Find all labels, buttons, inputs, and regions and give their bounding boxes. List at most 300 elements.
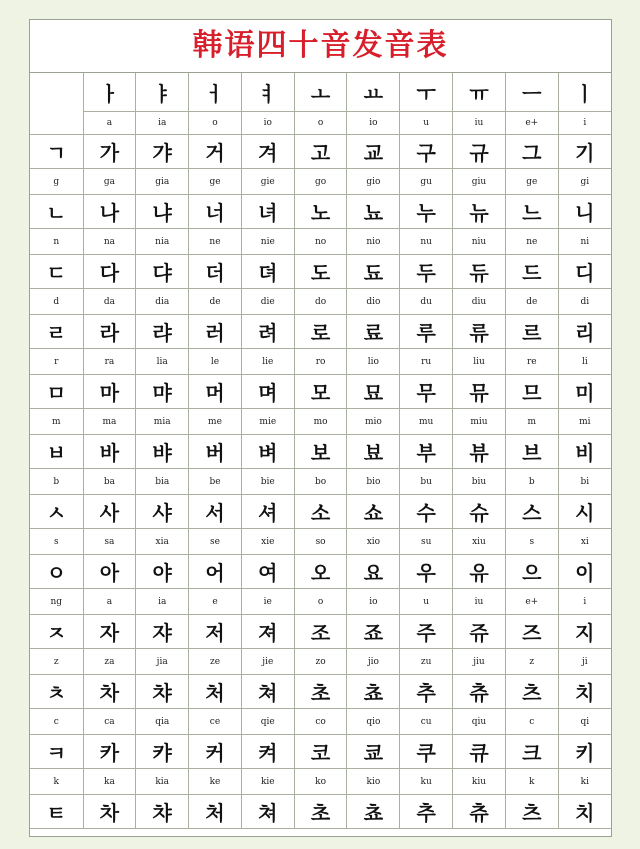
syllable-cell: 우 [400,555,453,589]
syllable-cell: 무 [400,375,453,409]
syllable-cell: 뉴 [453,195,506,229]
syllable-cell: 수 [400,495,453,529]
syllable-cell: 누 [400,195,453,229]
syllable-cell: 치 [558,795,611,829]
romanization-cell: diu [453,289,506,315]
syllable-cell: 구 [400,135,453,169]
syllable-cell: 기 [558,135,611,169]
vowel-header-cell: ㅕ [241,73,294,112]
syllable-cell: 자 [83,615,136,649]
romanization-cell: lio [347,349,400,375]
romanization-cell: kiu [453,769,506,795]
consonant-roman-cell: m [30,409,83,435]
vowel-header-cell: ㅣ [558,73,611,112]
romanization-cell: mie [241,409,294,435]
romanization-cell: biu [453,469,506,495]
romanization-cell: giu [453,169,506,195]
romanization-cell: kia [136,769,189,795]
vowel-roman-cell: ia [136,112,189,135]
syllable-cell: 쳐 [241,675,294,709]
consonant-cell: ㅅ [30,495,83,529]
syllable-cell: 키 [558,735,611,769]
syllable-cell: 지 [558,615,611,649]
syllable-cell: 아 [83,555,136,589]
romanization-cell: nu [400,229,453,255]
romanization-cell: die [241,289,294,315]
syllable-cell: 루 [400,315,453,349]
syllable-cell: 므 [505,375,558,409]
romanization-cell: za [83,649,136,675]
romanization-cell: s [505,529,558,555]
syllable-cell: 시 [558,495,611,529]
syllable-cell: 야 [136,555,189,589]
romanization-cell: ko [294,769,347,795]
syllable-cell: 너 [189,195,242,229]
vowel-roman-cell: io [347,112,400,135]
romanization-cell: dio [347,289,400,315]
romanization-cell: go [294,169,347,195]
syllable-row [30,735,611,769]
romanization-cell: kio [347,769,400,795]
syllable-cell: 더 [189,255,242,289]
syllable-cell: 카 [83,735,136,769]
syllable-cell: 비 [558,435,611,469]
consonant-roman-cell: s [30,529,83,555]
syllable-cell: 규 [453,135,506,169]
romanization-cell: qi [558,709,611,735]
syllable-cell: 츄 [453,795,506,829]
romanization-cell: jie [241,649,294,675]
syllable-cell: 그 [505,135,558,169]
romanization-cell: de [189,289,242,315]
syllable-cell: 뮤 [453,375,506,409]
romanization-cell: ie [241,589,294,615]
syllable-cell: 도 [294,255,347,289]
syllable-cell: 다 [83,255,136,289]
romanization-cell: so [294,529,347,555]
syllable-cell: 추 [400,795,453,829]
romanization-cell: nia [136,229,189,255]
romanization-cell: niu [453,229,506,255]
romanization-row [30,769,611,795]
vowel-header-cell: ㅠ [453,73,506,112]
romanization-cell: ro [294,349,347,375]
syllable-row [30,555,611,589]
vowel-header-cell: ㅛ [347,73,400,112]
romanization-cell: ne [505,229,558,255]
syllable-row [30,795,611,829]
romanization-cell: le [189,349,242,375]
consonant-cell: ㅁ [30,375,83,409]
romanization-cell: ia [136,589,189,615]
romanization-cell: bio [347,469,400,495]
syllable-cell: 사 [83,495,136,529]
syllable-cell: 쥬 [453,615,506,649]
syllable-cell: 즈 [505,615,558,649]
romanization-cell: a [83,589,136,615]
vowel-roman-cell: o [189,112,242,135]
romanization-cell: bie [241,469,294,495]
syllable-cell: 모 [294,375,347,409]
romanization-cell: ra [83,349,136,375]
syllable-cell: 며 [241,375,294,409]
syllable-cell: 녀 [241,195,294,229]
vowel-header-row [30,73,611,112]
syllable-cell: 샤 [136,495,189,529]
syllable-cell: 죠 [347,615,400,649]
consonant-roman-cell: ng [30,589,83,615]
syllable-cell: 슈 [453,495,506,529]
romanization-cell: dia [136,289,189,315]
romanization-cell: lia [136,349,189,375]
consonant-roman-cell: c [30,709,83,735]
syllable-cell: 류 [453,315,506,349]
syllable-cell: 주 [400,615,453,649]
romanization-cell: no [294,229,347,255]
syllable-cell: 쿠 [400,735,453,769]
syllable-cell: 벼 [241,435,294,469]
syllable-cell: 두 [400,255,453,289]
consonant-cell: ㄹ [30,315,83,349]
romanization-cell: se [189,529,242,555]
romanization-cell: k [505,769,558,795]
syllable-cell: 셔 [241,495,294,529]
syllable-cell: 쟈 [136,615,189,649]
romanization-cell: ma [83,409,136,435]
romanization-cell: gie [241,169,294,195]
syllable-row [30,315,611,349]
vowel-header-cell: ㅜ [400,73,453,112]
syllable-cell: 조 [294,615,347,649]
romanization-cell: nio [347,229,400,255]
consonant-cell: ㄴ [30,195,83,229]
syllable-cell: 뱌 [136,435,189,469]
romanization-row [30,409,611,435]
vowel-roman-cell: u [400,112,453,135]
syllable-cell: 서 [189,495,242,529]
romanization-cell: miu [453,409,506,435]
romanization-cell: io [347,589,400,615]
romanization-cell: ru [400,349,453,375]
romanization-row [30,589,611,615]
syllable-row [30,495,611,529]
romanization-cell: bi [558,469,611,495]
romanization-cell: ku [400,769,453,795]
romanization-cell: ka [83,769,136,795]
vowel-roman-cell: iu [453,112,506,135]
romanization-cell: gia [136,169,189,195]
romanization-cell: de [505,289,558,315]
syllable-cell: 리 [558,315,611,349]
syllable-cell: 캬 [136,735,189,769]
romanization-cell: li [558,349,611,375]
romanization-cell: co [294,709,347,735]
syllable-row [30,255,611,289]
romanization-cell: nie [241,229,294,255]
consonant-cell: ㅋ [30,735,83,769]
romanization-cell: cu [400,709,453,735]
consonant-cell: ㅂ [30,435,83,469]
syllable-cell: 묘 [347,375,400,409]
romanization-cell: xi [558,529,611,555]
consonant-roman-cell: b [30,469,83,495]
romanization-cell: na [83,229,136,255]
consonant-roman-cell: g [30,169,83,195]
vowel-roman-cell: io [241,112,294,135]
vowel-header-cell: ㅗ [294,73,347,112]
romanization-cell: liu [453,349,506,375]
syllable-cell: 처 [189,675,242,709]
romanization-cell: di [558,289,611,315]
vowel-roman-cell: e+ [505,112,558,135]
romanization-cell: lie [241,349,294,375]
romanization-cell: do [294,289,347,315]
romanization-cell: b [505,469,558,495]
romanization-cell: du [400,289,453,315]
romanization-row [30,349,611,375]
syllable-cell: 고 [294,135,347,169]
syllable-cell: 오 [294,555,347,589]
romanization-cell: xio [347,529,400,555]
syllable-cell: 여 [241,555,294,589]
syllable-cell: 츠 [505,675,558,709]
romanization-cell: jia [136,649,189,675]
romanization-cell: ba [83,469,136,495]
chart-title: 韩语四十音发音表 [30,20,611,73]
syllable-cell: 츄 [453,675,506,709]
syllable-cell: 코 [294,735,347,769]
syllable-row [30,375,611,409]
syllable-cell: 르 [505,315,558,349]
corner-cell [30,73,83,135]
romanization-cell: zu [400,649,453,675]
syllable-cell: 츠 [505,795,558,829]
pronunciation-table [30,73,611,829]
syllable-row [30,435,611,469]
syllable-cell: 켜 [241,735,294,769]
romanization-row [30,649,611,675]
romanization-cell: gio [347,169,400,195]
romanization-row [30,289,611,315]
romanization-cell: qia [136,709,189,735]
syllable-cell: 쇼 [347,495,400,529]
romanization-cell: m [505,409,558,435]
vowel-header-cell: ㅏ [83,73,136,112]
romanization-cell: da [83,289,136,315]
romanization-cell: ki [558,769,611,795]
syllable-cell: 라 [83,315,136,349]
consonant-cell: ㄱ [30,135,83,169]
vowel-roman-cell: i [558,112,611,135]
syllable-cell: 이 [558,555,611,589]
romanization-cell: qiu [453,709,506,735]
romanization-cell: xie [241,529,294,555]
syllable-cell: 커 [189,735,242,769]
romanization-cell: me [189,409,242,435]
consonant-cell: ㄷ [30,255,83,289]
romanization-cell: xiu [453,529,506,555]
consonant-roman-cell: z [30,649,83,675]
syllable-cell: 어 [189,555,242,589]
romanization-cell: jio [347,649,400,675]
syllable-cell: 드 [505,255,558,289]
consonant-cell: ㅈ [30,615,83,649]
syllable-cell: 댜 [136,255,189,289]
consonant-roman-cell: k [30,769,83,795]
syllable-cell: 크 [505,735,558,769]
romanization-cell: be [189,469,242,495]
romanization-cell: ge [189,169,242,195]
romanization-row [30,529,611,555]
syllable-cell: 교 [347,135,400,169]
syllable-cell: 유 [453,555,506,589]
syllable-cell: 추 [400,675,453,709]
syllable-cell: 듀 [453,255,506,289]
romanization-row [30,469,611,495]
syllable-cell: 려 [241,315,294,349]
romanization-cell: ga [83,169,136,195]
romanization-cell: sa [83,529,136,555]
romanization-cell: e [189,589,242,615]
consonant-cell: ㅊ [30,675,83,709]
syllable-cell: 치 [558,675,611,709]
romanization-cell: e+ [505,589,558,615]
syllable-cell: 거 [189,135,242,169]
syllable-cell: 냐 [136,195,189,229]
romanization-cell: o [294,589,347,615]
romanization-cell: ze [189,649,242,675]
romanization-cell: mu [400,409,453,435]
romanization-cell: mo [294,409,347,435]
syllable-cell: 요 [347,555,400,589]
vowel-header-cell: ㅓ [189,73,242,112]
syllable-cell: 느 [505,195,558,229]
syllable-cell: 스 [505,495,558,529]
vowel-roman-cell: o [294,112,347,135]
syllable-cell: 뇨 [347,195,400,229]
syllable-cell: 겨 [241,135,294,169]
romanization-cell: u [400,589,453,615]
romanization-cell: bo [294,469,347,495]
syllable-cell: 버 [189,435,242,469]
romanization-cell: kie [241,769,294,795]
syllable-row [30,135,611,169]
romanization-cell: ge [505,169,558,195]
romanization-cell: qie [241,709,294,735]
romanization-cell: zo [294,649,347,675]
syllable-cell: 됴 [347,255,400,289]
syllable-row [30,675,611,709]
romanization-cell: ca [83,709,136,735]
consonant-roman-cell: d [30,289,83,315]
syllable-cell: 큐 [453,735,506,769]
pronunciation-chart [29,19,612,837]
romanization-row [30,169,611,195]
syllable-cell: 챠 [136,795,189,829]
syllable-cell: 갸 [136,135,189,169]
romanization-cell: mio [347,409,400,435]
romanization-cell: ji [558,649,611,675]
syllable-cell: 져 [241,615,294,649]
syllable-cell: 부 [400,435,453,469]
consonant-cell: ㅇ [30,555,83,589]
romanization-row [30,709,611,735]
romanization-cell: ce [189,709,242,735]
syllable-cell: 차 [83,675,136,709]
syllable-cell: 가 [83,135,136,169]
syllable-row [30,195,611,229]
syllable-cell: 노 [294,195,347,229]
romanization-cell: ne [189,229,242,255]
romanization-cell: iu [453,589,506,615]
romanization-cell: xia [136,529,189,555]
syllable-cell: 초 [294,795,347,829]
syllable-cell: 저 [189,615,242,649]
syllable-cell: 러 [189,315,242,349]
syllable-cell: 챠 [136,675,189,709]
romanization-cell: su [400,529,453,555]
syllable-cell: 마 [83,375,136,409]
romanization-cell: mia [136,409,189,435]
syllable-cell: 디 [558,255,611,289]
romanization-row [30,229,611,255]
romanization-cell: c [505,709,558,735]
romanization-cell: ni [558,229,611,255]
romanization-cell: jiu [453,649,506,675]
vowel-header-cell: ㅑ [136,73,189,112]
syllable-cell: 머 [189,375,242,409]
syllable-cell: 쿄 [347,735,400,769]
syllable-cell: 보 [294,435,347,469]
consonant-cell: ㅌ [30,795,83,829]
romanization-cell: qio [347,709,400,735]
syllable-cell: 료 [347,315,400,349]
romanization-cell: gi [558,169,611,195]
consonant-roman-cell: r [30,349,83,375]
syllable-cell: 미 [558,375,611,409]
syllable-cell: 뷰 [453,435,506,469]
syllable-cell: 랴 [136,315,189,349]
romanization-cell: mi [558,409,611,435]
syllable-cell: 처 [189,795,242,829]
romanization-cell: ke [189,769,242,795]
vowel-header-cell: ㅡ [505,73,558,112]
syllable-row [30,615,611,649]
syllable-cell: 쵸 [347,675,400,709]
syllable-cell: 브 [505,435,558,469]
syllable-cell: 먀 [136,375,189,409]
vowel-roman-row [30,112,611,135]
syllable-cell: 소 [294,495,347,529]
syllable-cell: 쳐 [241,795,294,829]
syllable-cell: 뎌 [241,255,294,289]
romanization-cell: bia [136,469,189,495]
syllable-cell: 나 [83,195,136,229]
romanization-cell: re [505,349,558,375]
romanization-cell: gu [400,169,453,195]
consonant-roman-cell: n [30,229,83,255]
romanization-cell: bu [400,469,453,495]
syllable-cell: 로 [294,315,347,349]
syllable-cell: 쵸 [347,795,400,829]
romanization-cell: z [505,649,558,675]
syllable-cell: 니 [558,195,611,229]
romanization-cell: i [558,589,611,615]
syllable-cell: 바 [83,435,136,469]
syllable-cell: 차 [83,795,136,829]
syllable-cell: 초 [294,675,347,709]
vowel-roman-cell: a [83,112,136,135]
